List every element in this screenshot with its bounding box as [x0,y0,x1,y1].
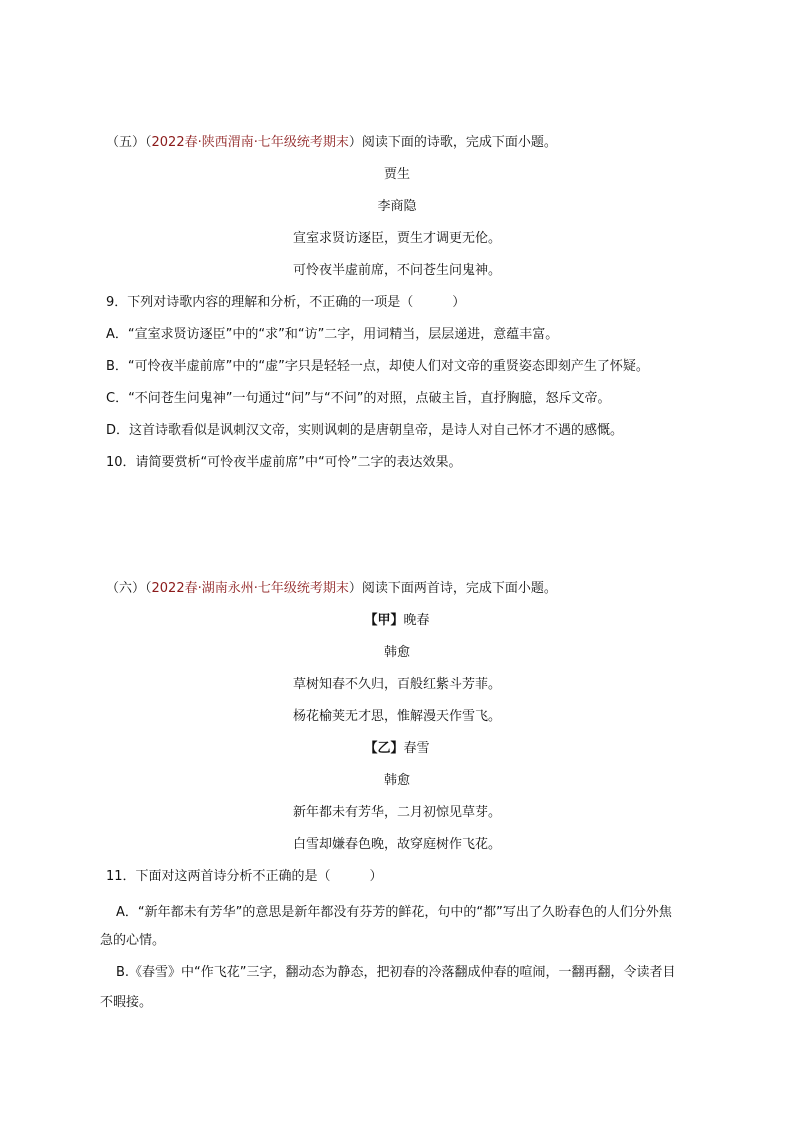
poem-jia-mark: 【甲】 [364,613,404,628]
poem-line: 杨花榆荚无才思，惟解漫天作雪飞。 [292,709,501,724]
question-11-option-b-cont: 不暇接。 [100,995,153,1010]
section6-intro-suffix: ）阅读下面两首诗，完成下面小题。 [348,581,557,596]
question-9-stem: 9．下列对诗歌内容的理解和分析，不正确的一项是（ ） [106,295,466,310]
poem-line: 可怜夜半虚前席，不问苍生问鬼神。 [292,263,501,278]
question-9-option-c: C．“不问苍生问鬼神”一句通过“问”与“不问”的对照，点破主旨，直抒胸臆，怒斥文帝。 [106,391,611,406]
poem-line: 新年都未有芳华，二月初惊见草芽。 [292,805,501,820]
poem-jia-author: 韩愈 [383,645,410,660]
poem-line: 宣室求贤访逐臣，贾生才调更无伦。 [292,231,501,246]
section5-intro [106,134,557,152]
section5-intro-prefix: （五）（ [106,135,152,150]
poem-yi-mark: 【乙】 [364,741,404,756]
section5-source: 2022春·陕西渭南·七年级统考期末 [151,135,349,150]
question-11-option-b: B.《春雪》中“作飞花”三字，翻动态为静态，把初春的冷落翻成仲春的喧闹，一翻再翻，令读者目 [116,965,676,980]
section6-source: 2022春·湖南永州·七年级统考期末 [151,581,349,596]
question-11-stem: 11．下面对这两首诗分析不正确的是（ ） [106,869,383,884]
section6-intro [106,580,557,598]
section5-intro-suffix: ）阅读下面的诗歌，完成下面小题。 [348,135,557,150]
question-11-option-a-cont: 急的心情。 [100,933,166,948]
poem-line: 草树知春不久归，百般红紫斗芳菲。 [292,677,501,692]
poem-title: 贾生 [383,167,410,182]
question-11-option-a: A．“新年都未有芳华”的意思是新年都没有芬芳的鲜花，句中的“都”写出了久盼春色的人们分外焦 [116,905,672,920]
section6-intro-prefix: （六）（ [106,581,152,596]
poem-line: 白雪却嫌春色晚，故穿庭树作飞花。 [292,837,501,852]
poem-yi-title: 春雪 [403,741,430,756]
question-9-option-d: D．这首诗歌看似是讽刺汉文帝，实则讽刺的是唐朝皇帝，是诗人对自己怀才不遇的感慨。 [106,423,624,438]
poem-jia-heading [0,612,794,630]
poem-author: 李商隐 [377,199,417,214]
poem-jia-title: 晚春 [403,613,430,628]
question-10-stem: 10．请简要赏析“可怜夜半虚前席”中“可怜”二字的表达效果。 [106,455,462,470]
poem-yi-heading [0,740,794,758]
question-9-option-a: A．“宣室求贤访逐臣”中的“求”和“访”二字，用词精当，层层递进，意蕴丰富。 [106,327,559,342]
question-9-option-b: B．“可怜夜半虚前席”中的“虚”字只是轻轻一点，却使人们对文帝的重贤姿态即刻产生了怀疑。 [106,359,649,374]
poem-yi-author: 韩愈 [383,773,410,788]
